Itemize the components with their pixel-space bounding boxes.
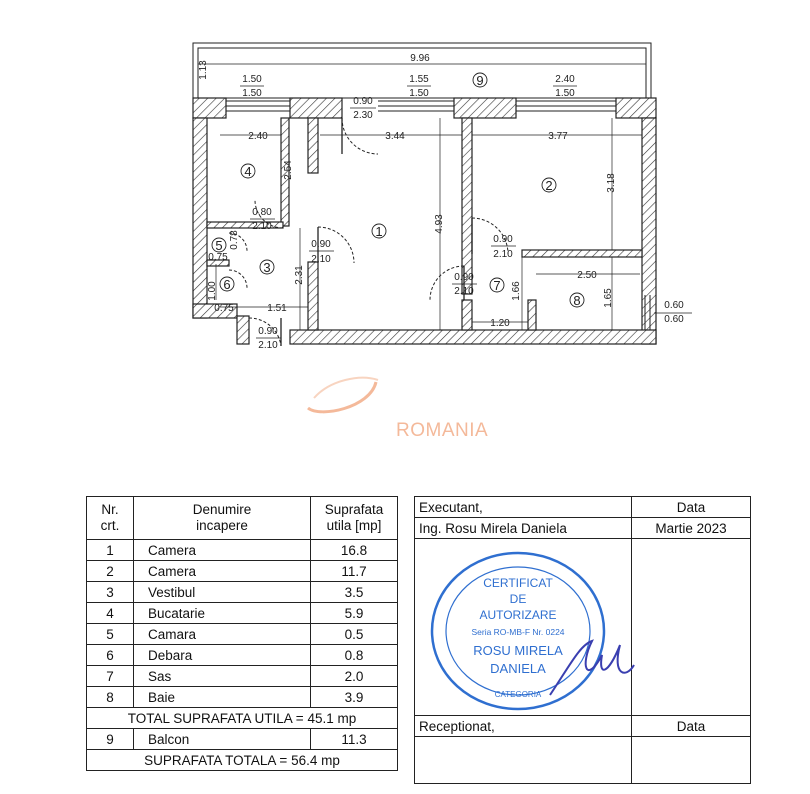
table-row: 4 Bucatarie 5.9 <box>87 603 398 624</box>
dim-166: 1.66 <box>511 281 522 301</box>
dim-254: 2.54 <box>283 160 294 180</box>
room-2-label: 2 <box>545 178 553 193</box>
executant-name: Ing. Rosu Mirela Daniela <box>415 518 632 539</box>
total-row: SUPRAFATA TOTALA = 56.4 mp <box>87 750 398 771</box>
receptionat-cell <box>415 737 632 784</box>
dim-door-main-top: 0.90 <box>353 96 373 107</box>
wall-small-3 <box>462 300 472 330</box>
wall-partition-hall <box>308 118 318 173</box>
table-row: 8 Baie 3.9 <box>87 687 398 708</box>
dim-door-kit-bot: 2.10 <box>252 221 272 232</box>
wall-entry-post <box>237 316 249 344</box>
executant-label: Executant, <box>415 497 632 518</box>
room-8-label: 8 <box>573 293 581 308</box>
rooms-table <box>86 496 398 771</box>
dim-door-sas-top: 0.90 <box>454 272 474 283</box>
wall-top-left <box>193 98 226 118</box>
dim-door-main-bot: 2.30 <box>353 110 373 121</box>
svg-text:AUTORIZARE: AUTORIZARE <box>479 608 557 622</box>
dim-door-sas-bot: 2.10 <box>454 286 474 297</box>
dim-075b: 0.75 <box>214 303 234 314</box>
dim-win3-bot: 1.50 <box>555 88 575 99</box>
svg-text:CATEGORIA: CATEGORIA <box>494 690 542 699</box>
watermark-text: ROMANIA <box>396 420 489 441</box>
room-3-label: 3 <box>263 260 271 275</box>
table-row: 1 Camera 16.8 <box>87 540 398 561</box>
data-label-2: Data <box>632 716 751 737</box>
wall-left <box>193 118 207 318</box>
dim-win2-bot: 1.50 <box>409 88 429 99</box>
authorization-stamp <box>430 545 640 715</box>
wall-bath-left <box>528 300 536 330</box>
header-nr: Nr. crt. <box>87 497 134 540</box>
dim-door-r2-bot: 2.10 <box>493 249 513 260</box>
dim-win-bath-bot: 0.60 <box>664 314 684 325</box>
dim-door-entry-bot: 2.10 <box>258 340 278 351</box>
dim-100: 1.00 <box>207 281 218 301</box>
dim-door-r2-top: 0.90 <box>493 234 513 245</box>
dim-win1-top: 1.50 <box>242 74 262 85</box>
dim-075a: 0.75 <box>208 252 228 263</box>
dim-318: 3.18 <box>606 173 617 193</box>
wall-top-mid-left <box>290 98 342 118</box>
balcony-row: 9 Balcon 11.3 <box>87 729 398 750</box>
room-6-label: 6 <box>223 277 231 292</box>
dim-120: 1.20 <box>490 318 510 329</box>
watermark-logo <box>300 368 384 418</box>
dim-078: 0.78 <box>229 230 240 250</box>
table-row: 7 Sas 2.0 <box>87 666 398 687</box>
dim-165: 1.65 <box>603 288 614 308</box>
room-5-label: 5 <box>215 238 223 253</box>
wall-partition-hall-low <box>308 262 318 330</box>
dim-win3-top: 2.40 <box>555 74 575 85</box>
receptionat-label: Receptionat, <box>415 716 632 737</box>
dim-240: 2.40 <box>248 131 268 142</box>
wall-partition-bath <box>522 250 642 257</box>
dim-overall: 9.96 <box>410 53 430 64</box>
svg-text:Seria RO-MB-F Nr. 0224: Seria RO-MB-F Nr. 0224 <box>471 627 565 637</box>
table-row: 2 Camera 11.7 <box>87 561 398 582</box>
dim-493: 4.93 <box>434 214 445 234</box>
table-row: 5 Camara 0.5 <box>87 624 398 645</box>
svg-text:ROSU MIRELA: ROSU MIRELA <box>473 643 563 658</box>
dim-door-kit-top: 0.80 <box>252 207 272 218</box>
table-row: 3 Vestibul 3.5 <box>87 582 398 603</box>
room-1-label: 1 <box>375 224 383 239</box>
wall-top-right <box>616 98 656 118</box>
dim-250: 2.50 <box>577 270 597 281</box>
dim-win1-bot: 1.50 <box>242 88 262 99</box>
rooms-table-header <box>87 497 398 540</box>
wall-bottom-main <box>290 330 656 344</box>
dim-door-entry-top: 0.90 <box>258 326 278 337</box>
room-4-label: 4 <box>244 164 252 179</box>
total-util-row: TOTAL SUPRAFATA UTILA = 45.1 mp <box>87 708 398 729</box>
header-area: Suprafata utila [mp] <box>311 497 398 540</box>
room-7-label: 7 <box>493 278 501 293</box>
header-name: Denumire incapere <box>134 497 311 540</box>
dim-door-hall-bot: 2.10 <box>311 254 331 265</box>
dim-151: 1.51 <box>267 303 287 314</box>
dim-231: 2.31 <box>294 265 305 285</box>
room-number-labels <box>215 73 580 308</box>
dim-win2-top: 1.55 <box>409 74 429 85</box>
room-9-label: 9 <box>476 73 484 88</box>
svg-text:DE: DE <box>509 592 527 606</box>
dim-door-hall-top: 0.90 <box>311 239 331 250</box>
wall-right <box>642 118 656 344</box>
svg-text:CERTIFICAT: CERTIFICAT <box>483 576 553 590</box>
empty-date-cell <box>632 539 751 716</box>
dim-balcony: 1.13 <box>198 60 209 80</box>
table-row: 6 Debara 0.8 <box>87 645 398 666</box>
data-label: Data <box>632 497 751 518</box>
svg-text:DANIELA: DANIELA <box>490 661 546 676</box>
dim-win-bath-top: 0.60 <box>664 300 684 311</box>
dim-344: 3.44 <box>385 131 405 142</box>
receptionat-date-cell <box>632 737 751 784</box>
dim-377: 3.77 <box>548 131 568 142</box>
wall-top-mid-right <box>454 98 516 118</box>
date-value: Martie 2023 <box>632 518 751 539</box>
